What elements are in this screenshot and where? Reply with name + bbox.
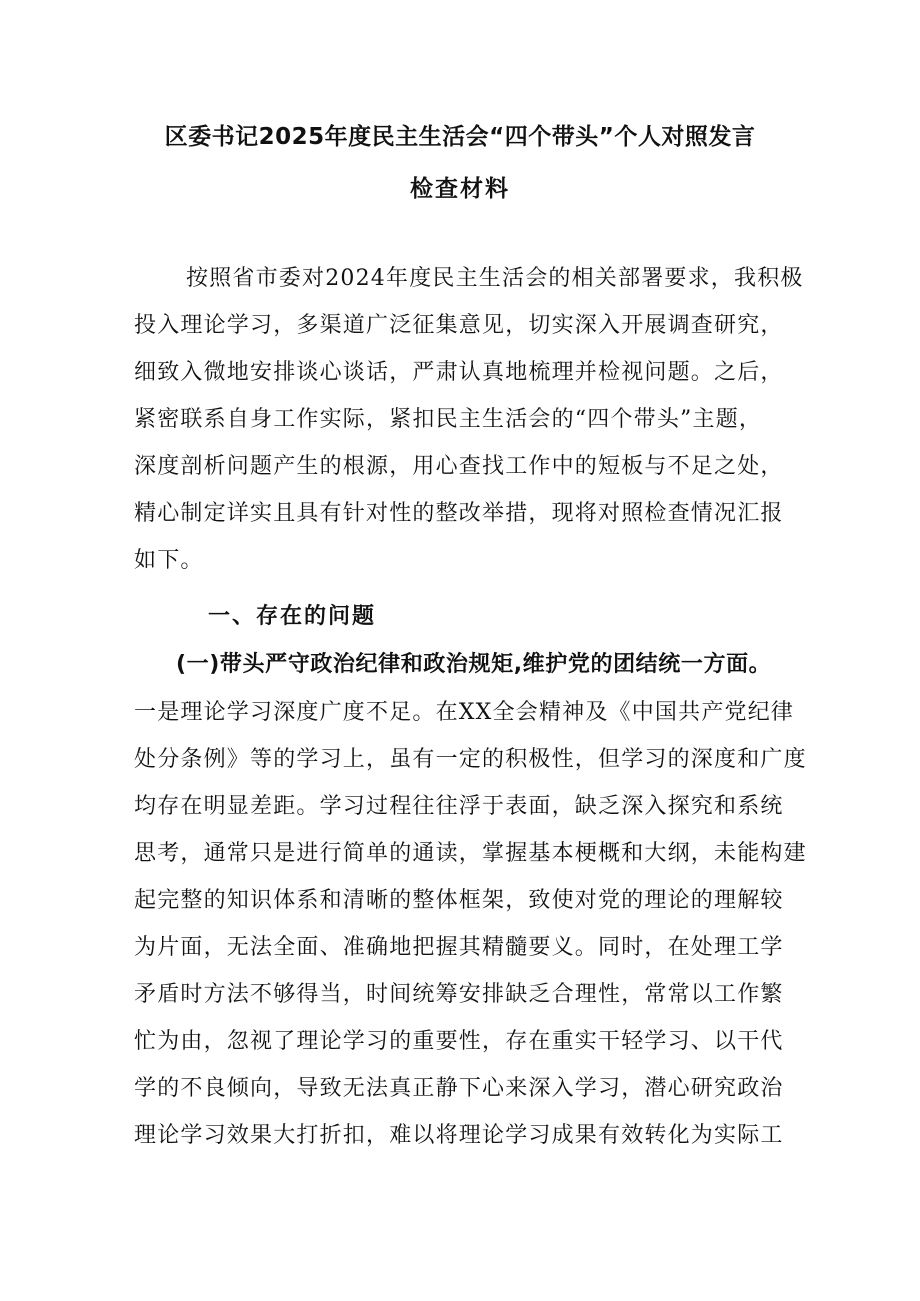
body-line: 忙为由，忽视了理论学习的重要性，存在重实干轻学习、以干代: [134, 1029, 784, 1054]
intro-line: 精心制定详实且具有针对性的整改举措，现将对照检查情况汇报: [134, 501, 784, 526]
document-title-line2: 检查材料: [410, 176, 510, 202]
intro-line: 按照省市委对2024年度民主生活会的相关部署要求，我积极: [186, 266, 804, 291]
subsection-heading: (一)带头严守政治纪律和政治规矩,维护党的团结统一方面。: [176, 652, 772, 677]
body-line: 为片面，无法全面、准确地把握其精髓要义。同时，在处理工学: [134, 935, 784, 960]
document-title-line1: 区委书记2025年度民主生活会“四个带头”个人对照发言: [164, 124, 756, 150]
section-heading: 一、存在的问题: [208, 604, 377, 629]
body-line: 矛盾时方法不够得当，时间统筹安排缺乏合理性，常常以工作繁: [134, 982, 784, 1007]
intro-line: 细致入微地安排谈心谈话，严肃认真地梳理并检视问题。之后，: [134, 360, 784, 385]
intro-line: 深度剖析问题产生的根源，用心查找工作中的短板与不足之处，: [134, 454, 784, 479]
body-line: 理论学习效果大打折扣，难以将理论学习成果有效转化为实际工: [134, 1123, 784, 1148]
body-line: 一是理论学习深度广度不足。在XX全会精神及《中国共产党纪律: [134, 700, 795, 725]
intro-line: 如下。: [134, 548, 204, 573]
body-line: 思考，通常只是进行简单的通读，掌握基本梗概和大纲，未能构建: [134, 841, 807, 866]
body-line: 学的不良倾向，导致无法真正静下心来深入学习，潜心研究政治: [134, 1076, 784, 1101]
body-line: 均存在明显差距。学习过程往往浮于表面，缺乏深入探究和系统: [134, 794, 784, 819]
body-line: 处分条例》等的学习上，虽有一定的积极性，但学习的深度和广度: [134, 747, 807, 772]
body-line: 起完整的知识体系和清晰的整体框架，致使对党的理论的理解较: [134, 888, 784, 913]
intro-line: 紧密联系自身工作实际，紧扣民主生活会的“四个带头”主题，: [134, 407, 763, 432]
intro-line: 投入理论学习，多渠道广泛征集意见，切实深入开展调查研究，: [134, 313, 784, 338]
